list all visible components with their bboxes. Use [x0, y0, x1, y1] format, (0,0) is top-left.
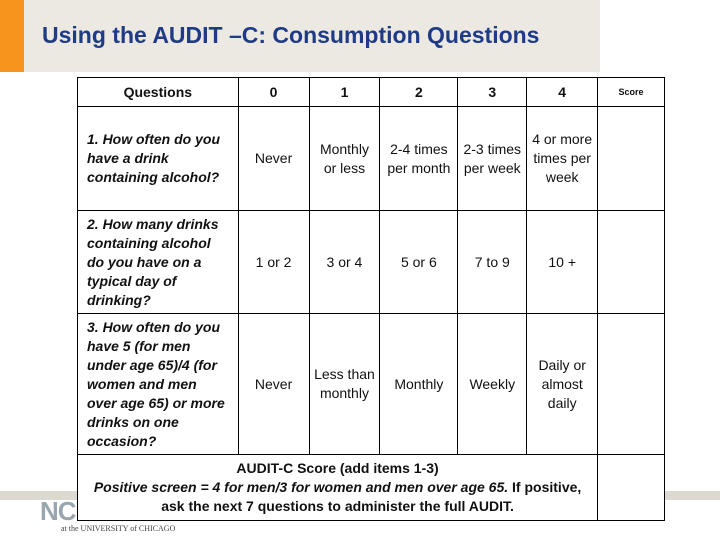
option-cell: 7 to 9	[458, 211, 527, 314]
header-0: 0	[238, 78, 309, 107]
question-cell: 3. How often do you have 5 (for men under age 65)/4 (for women and men over age 65) or more drinks on one occasion?	[78, 314, 239, 455]
summary-title: AUDIT-C Score (add items 1-3)	[236, 460, 439, 476]
slide-title: Using the AUDIT –C: Consumption Questions	[42, 22, 540, 48]
option-cell: 3 or 4	[309, 211, 380, 314]
option-cell: Monthly or less	[309, 107, 380, 211]
header-questions: Questions	[78, 78, 239, 107]
summary-cell	[78, 455, 598, 521]
logo-letters: NC	[40, 496, 76, 526]
header-row	[78, 78, 665, 107]
audit-c-table	[77, 77, 665, 521]
positive-screen-text: Positive screen = 4 for men/3 for women and men over age 65.	[93, 479, 509, 495]
score-cell	[598, 211, 665, 314]
header-1: 1	[309, 78, 380, 107]
table-row	[78, 211, 665, 314]
header-2: 2	[380, 78, 458, 107]
option-cell: 10 +	[527, 211, 598, 314]
option-cell: 2-3 times per week	[458, 107, 527, 211]
full-audit-text: If positive, ask the next 7 questions to administer the full AUDIT.	[161, 479, 582, 514]
header-4: 4	[527, 78, 598, 107]
table-row	[78, 107, 665, 211]
option-cell: Never	[238, 107, 309, 211]
option-cell: 5 or 6	[380, 211, 458, 314]
option-cell: Monthly	[380, 314, 458, 455]
option-cell: 4 or more times per week	[527, 107, 598, 211]
question-cell: 2. How many drinks containing alcohol do you have on a typical day of drinking?	[78, 211, 239, 314]
option-cell: Weekly	[458, 314, 527, 455]
header-score: Score	[598, 78, 665, 107]
score-cell	[598, 314, 665, 455]
logo-subtitle: at the UNIVERSITY of CHICAGO	[61, 524, 176, 533]
option-cell: Never	[238, 314, 309, 455]
question-cell: 1. How often do you have a drink containing alcohol?	[78, 107, 239, 211]
summary-row	[78, 455, 665, 521]
summary-score-cell	[598, 455, 665, 521]
option-cell: 1 or 2	[238, 211, 309, 314]
option-cell: 2-4 times per month	[380, 107, 458, 211]
score-cell	[598, 107, 665, 211]
header-3: 3	[458, 78, 527, 107]
summary-instructions	[86, 478, 589, 516]
accent-bar	[0, 0, 24, 72]
option-cell: Daily or almost daily	[527, 314, 598, 455]
table-row	[78, 314, 665, 455]
option-cell: Less than monthly	[309, 314, 380, 455]
